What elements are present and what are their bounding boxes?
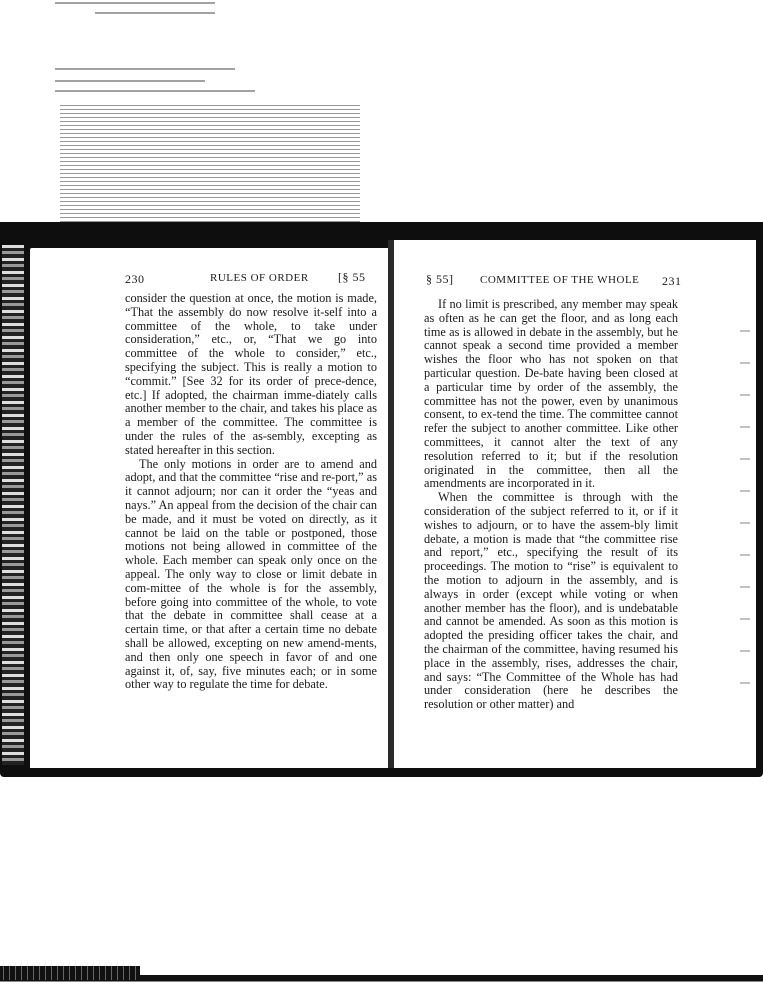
scan-artifact-bottom-noise — [0, 966, 140, 980]
right-page-number: 231 — [662, 274, 682, 288]
right-paragraph-2: When the committee is through with the consideration of the subject referred to it, or if it wishes to adjourn, or to have the assem-bly limit debate, a motion is made that “the committee rise and report,” etc., specifying the result of its proceedings. The motion to “rise” is equivalent to the motion to adjourn in the assembly, and is always in order (except while voting or when another member has the floor), and is undebatable and cannot be amended. As soon as this motion is adopted the presiding officer takes the chair, and the chairman of the committee, having resumed his place in the assembly, rises, addresses the chair, and says: “The Committee of the Whole has had under consideration (here he describes the resolution or other matter) and — [424, 490, 678, 712]
right-page — [394, 240, 756, 768]
right-paragraph-1: If no limit is prescribed, any member may speak as often as he can get the floor, and as long each time as is allowed in debate in the assembly, but he cannot speak a second time provided a member wishes the floor who has not spoken on that particular question. De-bate having been closed at a particular time by order of the assembly, the committee has not the power, even by unanimous consent, to ex-tend the time. The committee cannot refer the subject to another committee. Like other committees, it cannot alter the text of any resolution referred to it; but if the resolution originated in the committee, then all the amendments are incorporated in it. — [424, 297, 678, 491]
page-edge-marks — [2, 245, 24, 765]
left-running-head: RULES OF ORDER — [210, 272, 309, 284]
right-body-text — [424, 298, 678, 712]
left-page — [30, 248, 388, 768]
scan-artifact-dense — [60, 105, 360, 230]
scan-artifact-right — [740, 300, 750, 700]
left-paragraph-2: The only motions in order are to amend and adopt, and that the committee “rise and re-port,” as it cannot adjourn; nor can it order the “yeas and nays.” An appeal from the decision of the chair can be made, and it must be voted on directly, as it cannot be laid on the table or postponed, those motions not being allowed in committee of the whole. Each member can speak only once on the appeal. The only way to close or limit debate in com-mittee of the whole is for the assembly, before going into committee of the whole, to vote that the debate in committee shall cease at a certain time, or that after a certain time no debate shall be allowed, excepting on new amend-ments, and then only one speech in favor of and one against it, of, say, five minutes each; or in some other way to regulate the time for debate. — [125, 456, 377, 692]
left-section-mark: [§ 55 — [338, 270, 366, 284]
left-page-number: 230 — [125, 272, 145, 286]
right-section-mark: § 55] — [426, 272, 454, 286]
left-paragraph-1: consider the question at once, the motion is made, “That the assembly do now resolve it-self into a committee of the whole, to take under consideration,” etc., or, “That we go into committee of the whole to consider,” etc., specifying the subject. This is really a motion to “commit.” [See 32 for its order of prece-dence, etc.] If adopted, the chairman imme-diately calls another member to the chair, and takes his place as a member of the committee. The committee is under the rules of the as-sembly, excepting as stated hereafter in this section. — [125, 291, 377, 457]
right-running-head: COMMITTEE OF THE WHOLE — [480, 274, 640, 286]
left-body-text — [125, 292, 377, 692]
